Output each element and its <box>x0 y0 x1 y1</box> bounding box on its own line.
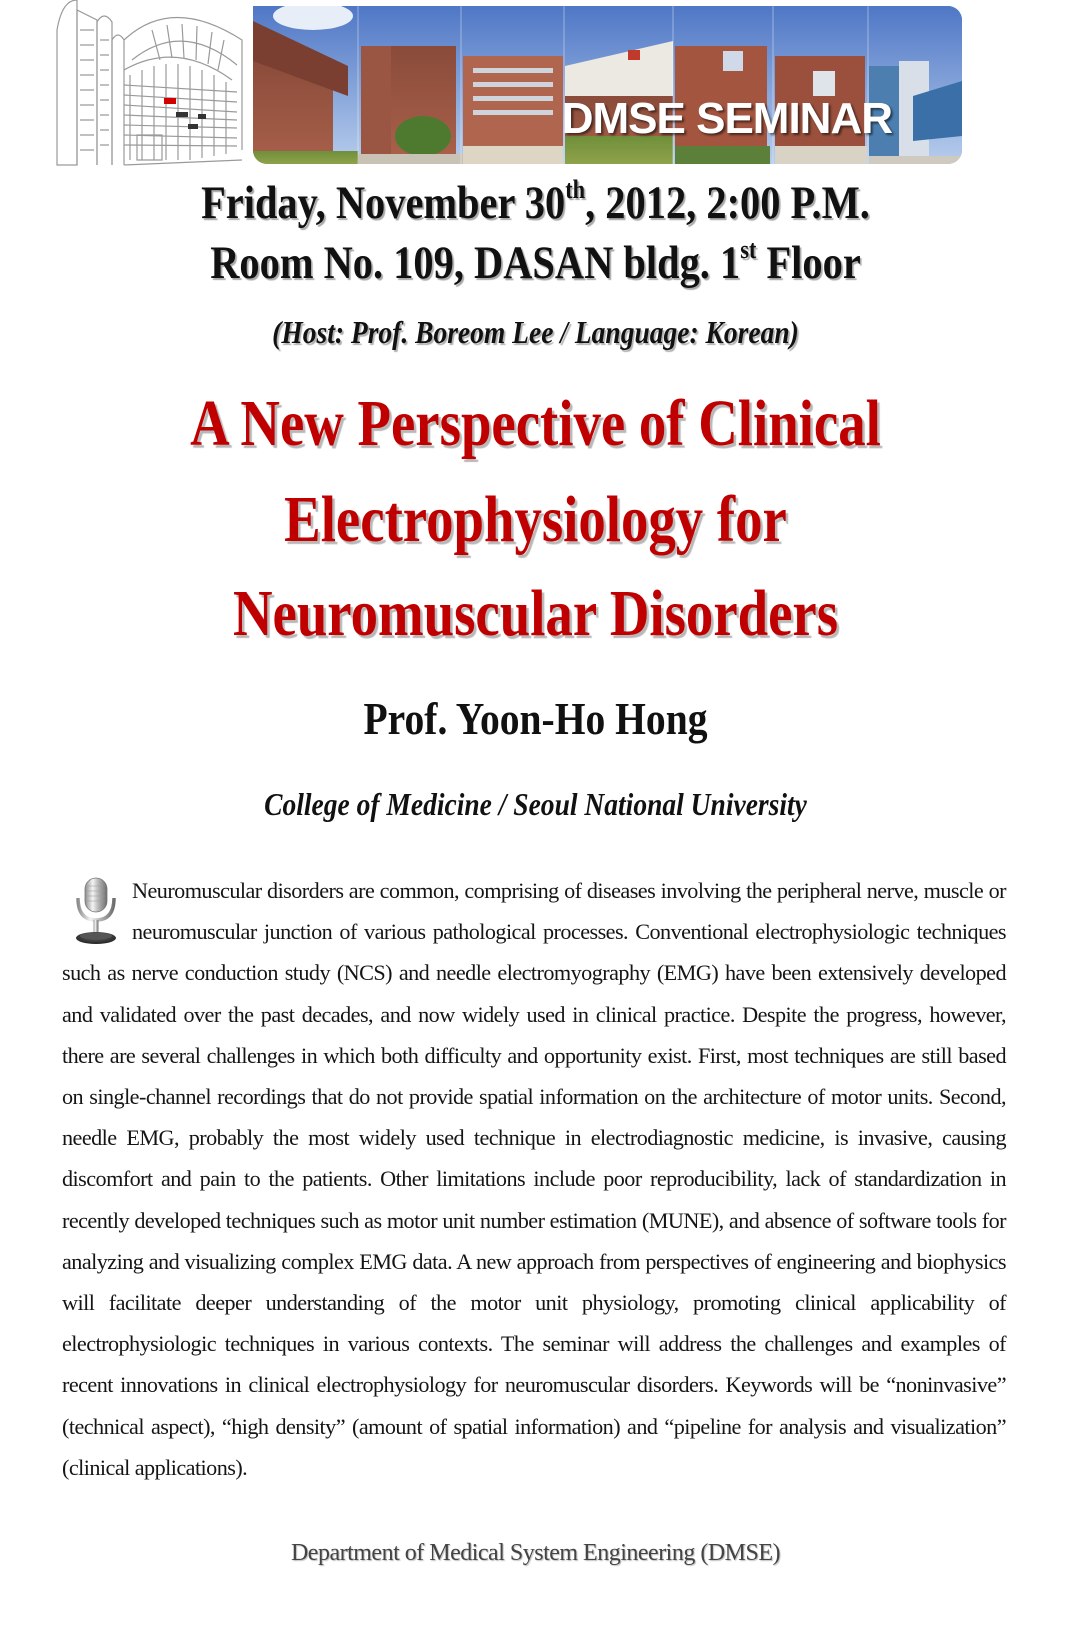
abstract-text: Neuromuscular disorders are common, comprising of diseases involving the peripheral nerve, muscle or neuromuscular junction of various pathological processes. Conventional electrophysiologic techniques such as nerve conduction study (NCS) and needle electromyography (EMG) have been extensively developed and validated over the past decades, and now widely used in clinical practice. Despite the progress, however, there are several challenges in which both difficulty and opportunity exist. First, most techniques are still based on single-channel recordings that do not provide spatial information on the architecture of motor units. Second, needle EMG, probably the most widely used technique in electrodiagnostic medicine, is invasive, causing discomfort and pain to the patients. Other limitations include poor reproducibility, lack of standardization in recently developed techniques such as motor unit number estimation (MUNE), and absence of software tools for analyzing and visualizing complex EMG data. A new approach from perspectives of engineering and biophysics will facilitate deeper understanding of the motor unit physiology, promoting clinical applicability of electrophysiologic techniques in various contexts. The seminar will address the challenges and examples of recent innovations in clinical electrophysiology for neuromuscular disorders. Keywords will be “noninvasive” (technical aspect), “high density” (amount of spatial information) and “pipeline for analysis and visualization” (clinical applications). <box>62 878 1006 1480</box>
banner-title: DMSE SEMINAR <box>561 94 892 143</box>
campus-photo-banner <box>253 6 962 164</box>
event-date-ordinal: th <box>565 175 586 204</box>
event-date-prefix: Friday, November 30 <box>201 177 566 229</box>
event-host-language: (Host: Prof. Boreom Lee / Language: Korean) <box>272 314 799 350</box>
building-drawing-logo <box>52 0 248 168</box>
speaker-name: Prof. Yoon-Ho Hong <box>363 693 708 744</box>
event-date-rest: , 2012, 2:00 P.M. <box>585 177 870 229</box>
event-date-time <box>75 176 996 230</box>
event-location <box>75 236 996 290</box>
banner-panel-3 <box>463 56 563 164</box>
abstract <box>62 870 1006 1488</box>
banner-panel-2 <box>358 46 463 164</box>
talk-title-line-3: Neuromuscular Disorders <box>232 577 839 650</box>
talk-title-line-2: Electrophysiology for <box>284 483 787 556</box>
event-floor-ordinal: st <box>740 235 757 264</box>
microphone-icon <box>68 876 124 948</box>
speaker-affiliation: College of Medicine / Seoul National University <box>264 786 807 822</box>
header <box>0 0 1071 170</box>
talk-title-line-1: A New Perspective of Clinical <box>190 387 881 460</box>
footer-department: Department of Medical System Engineering (DMSE) <box>290 1540 781 1566</box>
event-room-rest: Floor <box>756 237 861 289</box>
event-room-prefix: Room No. 109, DASAN bldg. 1 <box>210 237 741 289</box>
